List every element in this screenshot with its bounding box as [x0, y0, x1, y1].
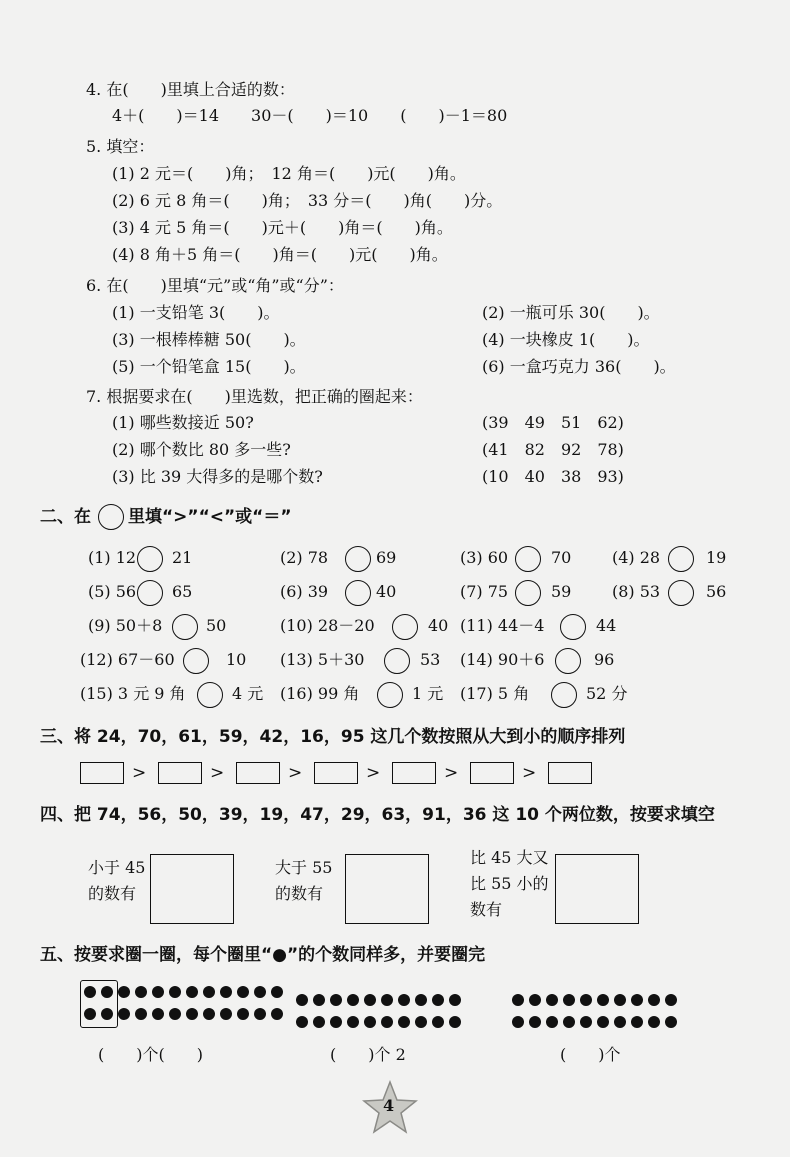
s5-answer-3: ( )个 [560, 1045, 621, 1064]
order-answer-box[interactable] [314, 762, 358, 784]
compare-right: 10 [226, 650, 247, 669]
s2-title-b: 里填“>”“<”或“＝” [128, 507, 292, 527]
dot [580, 994, 592, 1006]
dot [415, 994, 427, 1006]
dot [432, 1016, 444, 1028]
dot [563, 1016, 575, 1028]
compare-left: (4) 28 [612, 548, 661, 567]
compare-circle[interactable] [515, 580, 541, 606]
compare-left: (16) 99 角 [280, 684, 360, 703]
greater-than-sign: > [132, 763, 147, 783]
q7-question: (3) 比 39 大得多的是哪个数? [112, 467, 323, 486]
compare-right: 4 元 [232, 684, 264, 703]
dot [237, 986, 249, 998]
compare-left: (7) 75 [460, 582, 509, 601]
dot [398, 1016, 410, 1028]
dot [237, 1008, 249, 1020]
compare-right: 56 [706, 582, 727, 601]
compare-right: 40 [376, 582, 397, 601]
compare-circle[interactable] [551, 682, 577, 708]
compare-right: 44 [596, 616, 617, 635]
q6-item: (3) 一根棒棒糖 50( )。 [112, 330, 306, 349]
dot [169, 1008, 181, 1020]
dot [631, 994, 643, 1006]
compare-right: 21 [172, 548, 193, 567]
compare-left: (10) 28－20 [280, 616, 375, 635]
compare-right: 1 元 [412, 684, 444, 703]
dot [203, 1008, 215, 1020]
dot [529, 1016, 541, 1028]
order-answer-box[interactable] [392, 762, 436, 784]
compare-left: (6) 39 [280, 582, 329, 601]
compare-right: 40 [428, 616, 449, 635]
dot [597, 1016, 609, 1028]
dot [415, 1016, 427, 1028]
dot [512, 1016, 524, 1028]
greater-than-sign: > [444, 763, 459, 783]
dot [631, 1016, 643, 1028]
compare-circle[interactable] [560, 614, 586, 640]
compare-left: (2) 78 [280, 548, 329, 567]
s4-answer-box[interactable] [555, 854, 639, 924]
q4-line: 4＋( )＝14 30－( )＝10 ( )－1＝80 [112, 106, 508, 125]
order-answer-box[interactable] [548, 762, 592, 784]
q5-item: (1) 2 元＝( )角； 12 角＝( )元( )角。 [112, 164, 466, 183]
dot [364, 1016, 376, 1028]
q6-item: (5) 一个铅笔盒 15( )。 [112, 357, 306, 376]
dot [186, 986, 198, 998]
q7-choices: (10 40 38 93) [482, 467, 624, 486]
compare-left: (11) 44－4 [460, 616, 545, 635]
s2-title-a: 二、在 [40, 507, 91, 527]
q7-title: 7. 根据要求在( )里选数，把正确的圈起来： [86, 387, 423, 406]
dot [546, 994, 558, 1006]
dot [135, 986, 147, 998]
dot [364, 994, 376, 1006]
compare-circle[interactable] [377, 682, 403, 708]
q7-choices: (41 82 92 78) [482, 440, 624, 459]
compare-left: (5) 56 [88, 582, 137, 601]
dot [169, 986, 181, 998]
dot [597, 994, 609, 1006]
q6-item: (6) 一盒巧克力 36( )。 [482, 357, 676, 376]
compare-left: (13) 5＋30 [280, 650, 365, 669]
dot [220, 986, 232, 998]
dot [313, 994, 325, 1006]
dot [330, 1016, 342, 1028]
q7-choices: (39 49 51 62) [482, 413, 624, 432]
s4-c2-line: 大于 55 [275, 858, 333, 877]
compare-circle[interactable] [183, 648, 209, 674]
q6-item: (1) 一支铅笔 3( )。 [112, 303, 280, 322]
compare-right: 70 [551, 548, 572, 567]
greater-than-sign: > [522, 763, 537, 783]
compare-right: 52 分 [586, 684, 628, 703]
dot [203, 986, 215, 998]
greater-than-sign: > [288, 763, 303, 783]
dot [546, 1016, 558, 1028]
q5-title: 5. 填空： [86, 137, 155, 156]
dot [529, 994, 541, 1006]
greater-than-sign: > [210, 763, 225, 783]
compare-circle[interactable] [392, 614, 418, 640]
dot [449, 1016, 461, 1028]
compare-left: (3) 60 [460, 548, 509, 567]
dot [84, 986, 96, 998]
s4-c1-line: 的数有 [88, 884, 137, 903]
dot [580, 1016, 592, 1028]
q5-item: (4) 8 角＋5 角＝( )角＝( )元( )角。 [112, 245, 448, 264]
order-answer-box[interactable] [80, 762, 124, 784]
dot [186, 1008, 198, 1020]
s4-answer-box[interactable] [150, 854, 234, 924]
compare-circle[interactable] [515, 546, 541, 572]
s5-answer-1: ( )个( ) [98, 1045, 203, 1064]
compare-circle[interactable] [555, 648, 581, 674]
order-answer-box[interactable] [236, 762, 280, 784]
compare-circle[interactable] [384, 648, 410, 674]
dot [665, 994, 677, 1006]
order-answer-box[interactable] [470, 762, 514, 784]
dot [381, 1016, 393, 1028]
q5-item: (2) 6 元 8 角＝( )角； 33 分＝( )角( )分。 [112, 191, 503, 210]
compare-right: 50 [206, 616, 227, 635]
dot [347, 994, 359, 1006]
greater-than-sign: > [366, 763, 381, 783]
dot [254, 986, 266, 998]
q7-question: (2) 哪个数比 80 多一些? [112, 440, 291, 459]
compare-circle[interactable] [345, 546, 371, 572]
compare-left: (1) 12 [88, 548, 137, 567]
dot [220, 1008, 232, 1020]
dot [118, 986, 130, 998]
compare-right: 59 [551, 582, 572, 601]
s4-title: 四、把 74，56，50，39，19，47，29，63，91，36 这 10 个两位数，按要求填空 [40, 805, 715, 825]
compare-right: 19 [706, 548, 727, 567]
dot [449, 994, 461, 1006]
compare-left: (12) 67－60 [80, 650, 175, 669]
s4-c2-line: 的数有 [275, 884, 324, 903]
dot [135, 1008, 147, 1020]
compare-left: (17) 5 角 [460, 684, 530, 703]
compare-circle[interactable] [137, 546, 163, 572]
dot [254, 1008, 266, 1020]
dot [101, 986, 113, 998]
dot [313, 1016, 325, 1028]
dot [347, 1016, 359, 1028]
s5-title: 五、按要求圈一圈，每个圈里“●”的个数同样多，并要圈完 [40, 945, 486, 965]
compare-circle[interactable] [668, 546, 694, 572]
dot [296, 994, 308, 1006]
dot [118, 1008, 130, 1020]
dot [152, 986, 164, 998]
compare-left: (14) 90＋6 [460, 650, 545, 669]
compare-circle[interactable] [172, 614, 198, 640]
q7-question: (1) 哪些数接近 50? [112, 413, 254, 432]
dot [648, 994, 660, 1006]
compare-right: 69 [376, 548, 397, 567]
q4-title: 4. 在( )里填上合适的数： [86, 80, 295, 99]
compare-right: 96 [594, 650, 615, 669]
compare-left: (9) 50＋8 [88, 616, 163, 635]
dot [432, 994, 444, 1006]
dot [563, 994, 575, 1006]
dot [398, 994, 410, 1006]
q5-item: (3) 4 元 5 角＝( )元＋( )角＝( )角。 [112, 218, 453, 237]
dot [101, 1008, 113, 1020]
q6-item: (4) 一块橡皮 1( )。 [482, 330, 650, 349]
dot [648, 1016, 660, 1028]
compare-right: 53 [420, 650, 441, 669]
compare-left: (15) 3 元 9 角 [80, 684, 186, 703]
dot [614, 1016, 626, 1028]
dot [665, 1016, 677, 1028]
dot [381, 994, 393, 1006]
q6-item: (2) 一瓶可乐 30( )。 [482, 303, 660, 322]
compare-circle[interactable] [345, 580, 371, 606]
s5-answer-2: ( )个 2 [330, 1045, 406, 1064]
dot [84, 1008, 96, 1020]
s4-c1-line: 小于 45 [88, 858, 146, 877]
dot [271, 986, 283, 998]
dot [296, 1016, 308, 1028]
page-number: 4 [383, 1096, 395, 1115]
order-answer-box[interactable] [158, 762, 202, 784]
s3-title: 三、将 24，70，61，59，42，16，95 这几个数按照从大到小的顺序排列 [40, 727, 626, 747]
s4-c3-line: 比 45 大又 [470, 848, 549, 867]
dot [512, 994, 524, 1006]
dot [271, 1008, 283, 1020]
compare-circle[interactable] [137, 580, 163, 606]
s4-c3-line: 数有 [470, 900, 503, 919]
dot [152, 1008, 164, 1020]
dot [330, 994, 342, 1006]
compare-right: 65 [172, 582, 193, 601]
compare-circle[interactable] [197, 682, 223, 708]
compare-left: (8) 53 [612, 582, 661, 601]
s4-c3-line: 比 55 小的 [470, 874, 549, 893]
compare-circle [98, 504, 124, 530]
s4-answer-box[interactable] [345, 854, 429, 924]
compare-circle[interactable] [668, 580, 694, 606]
dot [614, 994, 626, 1006]
q6-title: 6. 在( )里填“元”或“角”或“分”： [86, 276, 344, 295]
